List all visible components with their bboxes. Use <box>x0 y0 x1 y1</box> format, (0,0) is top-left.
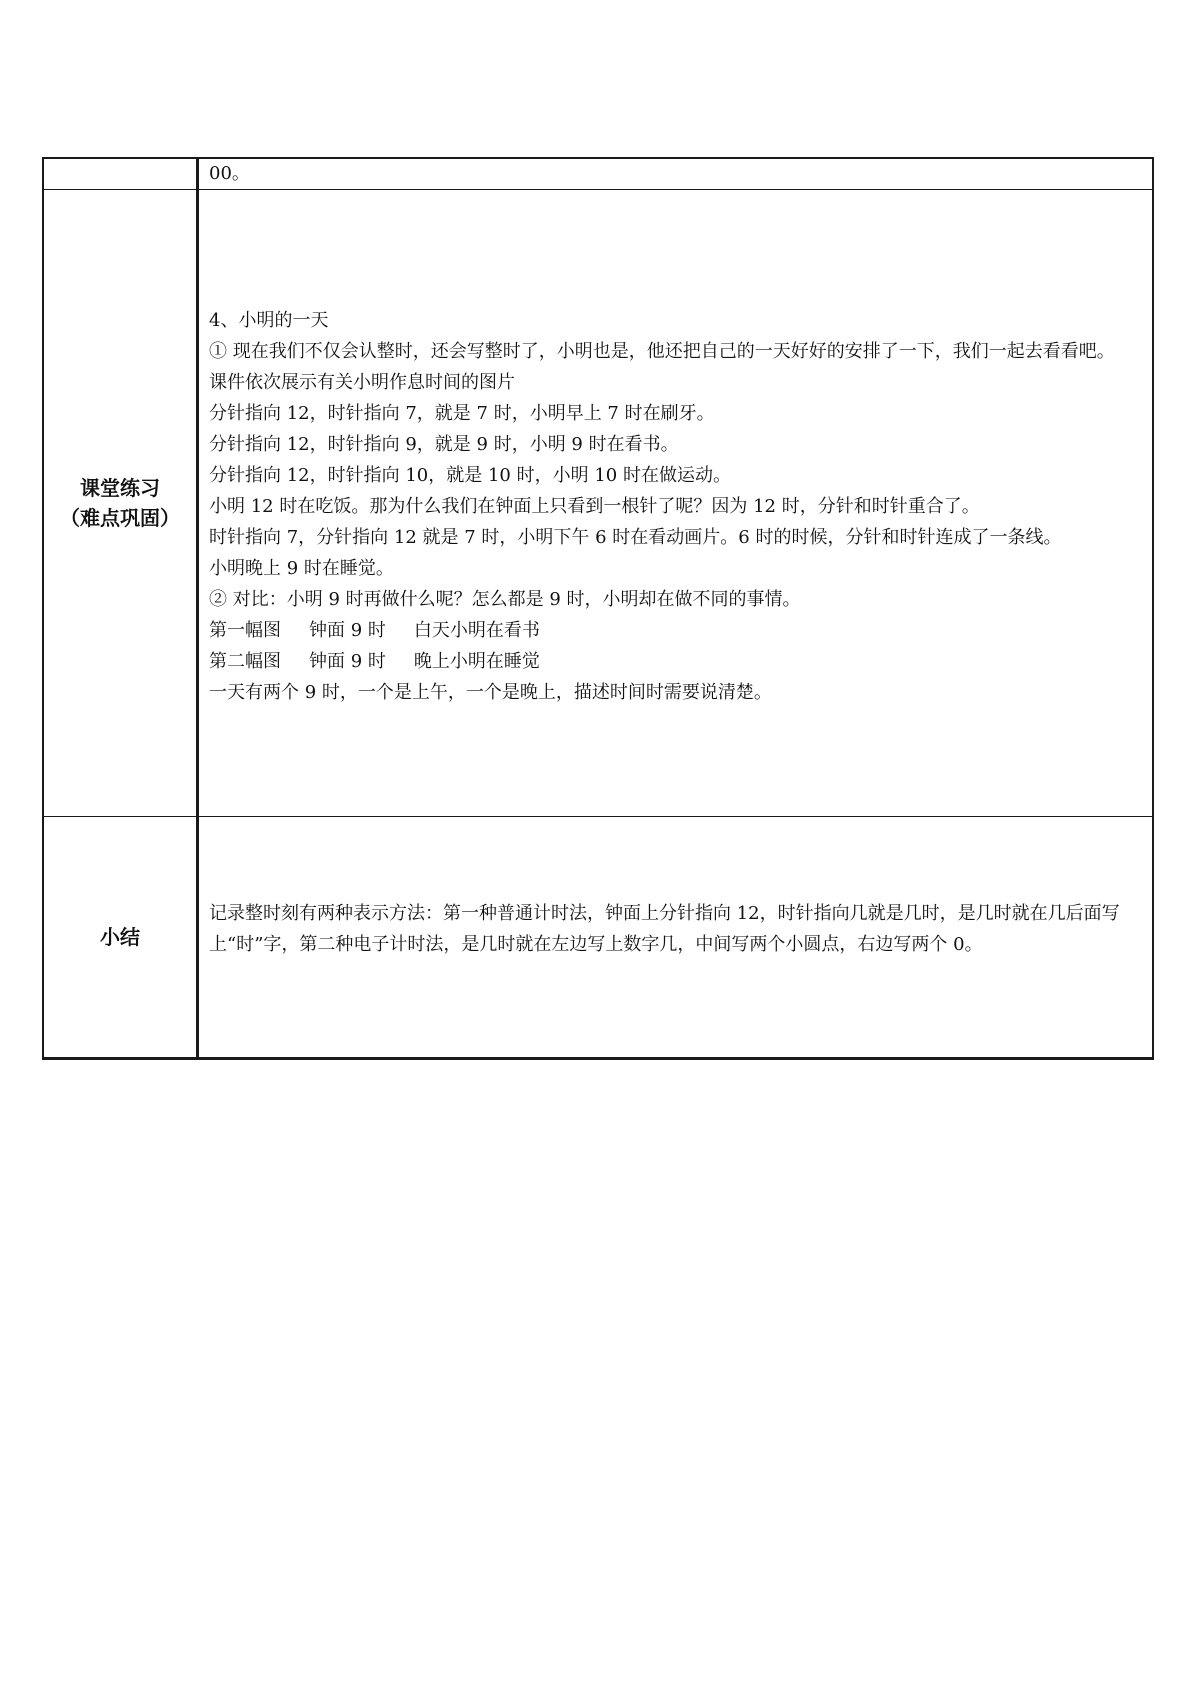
continued-content-cell <box>198 158 1154 190</box>
lesson-plan-table <box>42 157 1154 1060</box>
table-row <box>43 817 1153 1059</box>
comparison-clock: 钟面 9 时 <box>309 619 386 641</box>
practice-label-cell <box>43 190 198 817</box>
empty-label-cell <box>43 158 198 190</box>
table-row <box>43 158 1153 190</box>
paragraph: 小明晚上 9 时在睡觉。 <box>209 557 394 579</box>
comparison-line <box>209 646 1142 677</box>
paragraph: 分针指向 12，时针指向 7，就是 7 时，小明早上 7 时在刷牙。 <box>209 402 715 424</box>
summary-content <box>209 898 1142 976</box>
summary-label: 小结 <box>100 925 140 949</box>
practice-content-cell <box>198 190 1154 817</box>
comparison-picture: 第二幅图 <box>209 650 281 672</box>
comparison-picture: 第一幅图 <box>209 619 281 641</box>
paragraph: 分针指向 12，时针指向 10，就是 10 时，小明 10 时在做运动。 <box>209 464 731 486</box>
table-row <box>43 190 1153 817</box>
paragraph: 课件依次展示有关小明作息时间的图片 <box>209 371 515 393</box>
summary-text: 记录整时刻有两种表示方法：第一种普通计时法，钟面上分针指向 12，时针指向几就是几时，是几时就在几后面写上“时”字，第二种电子计时法，是几时就在左边写上数字几，中间写两个小圆点，右边写两个 0。 <box>209 903 1120 955</box>
section-heading: 4、小明的一天 <box>209 309 329 331</box>
paragraph: 小明 12 时在吃饭。那为什么我们在钟面上只看到一根针了呢？因为 12 时，分针和时针重合了。 <box>209 495 980 517</box>
comparison-clock: 钟面 9 时 <box>309 650 386 672</box>
paragraph: 时针指向 7，分针指向 12 就是 7 时，小明下午 6 时在看动画片。6 时的时候，分针和时针连成了一条线。 <box>209 526 1062 548</box>
paragraph: 分针指向 12，时针指向 9，就是 9 时，小明 9 时在看书。 <box>209 433 679 455</box>
paragraph: ① 现在我们不仅会认整时，还会写整时了，小明也是，他还把自己的一天好好的安排了一下，我们一起去看看吧。 <box>209 340 1115 362</box>
comparison-desc: 晚上小明在睡觉 <box>413 650 540 672</box>
practice-content <box>209 299 1142 708</box>
comparison-line <box>209 615 1142 646</box>
practice-sublabel: （难点巩固） <box>60 506 180 530</box>
paragraph: ② 对比：小明 9 时再做什么呢？怎么都是 9 时，小明却在做不同的事情。 <box>209 588 801 610</box>
summary-content-cell <box>198 817 1154 1059</box>
summary-label-cell <box>43 817 198 1059</box>
comparison-desc: 白天小明在看书 <box>413 619 540 641</box>
conclusion: 一天有两个 9 时，一个是上午，一个是晚上，描述时间时需要说清楚。 <box>209 681 772 703</box>
continued-text: 00。 <box>209 163 250 184</box>
practice-label: 课堂练习 <box>80 476 160 500</box>
